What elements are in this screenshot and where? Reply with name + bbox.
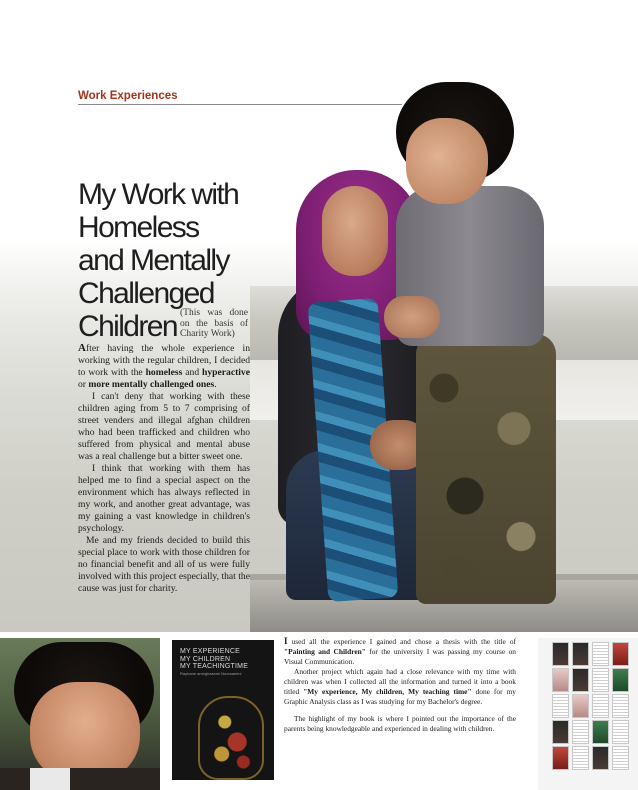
- section-label: Work Experiences: [78, 90, 178, 102]
- page-thumbnail: [612, 642, 629, 666]
- page-thumbnail: [612, 694, 629, 718]
- page-thumbnail: [572, 720, 589, 744]
- title-line: Homeless: [78, 211, 199, 244]
- section-rule: [78, 104, 402, 105]
- body-text-run: or: [78, 379, 89, 390]
- child-face: [30, 682, 140, 782]
- bottom-text-run: done for my Graphic Analysis class as I was studying for my Bachelor's degree.: [284, 687, 516, 706]
- child-coat: [0, 768, 160, 790]
- dropcap: I: [284, 636, 288, 646]
- title-line: and Mentally: [78, 244, 229, 277]
- page-thumbnail: [592, 642, 609, 666]
- title-line: My Work with: [78, 178, 239, 211]
- crying-child-photo: [0, 638, 160, 790]
- page-thumbnail: [592, 746, 609, 770]
- page-thumbnail: [552, 668, 569, 692]
- title-subnote: (This was done on the basis of Charity Work): [180, 308, 248, 339]
- book-cover-author: Rayhane amirghasemi Noorsamini: [180, 671, 242, 676]
- child-collar: [30, 768, 70, 790]
- body-paragraph: Me and my friends decided to build this special place to work with those children for no financial benefit and all of us were fully involved with this project especially, that the cause was just for charity.: [78, 535, 250, 594]
- book-title-line: MY TEACHINGTIME: [180, 663, 249, 671]
- book-cover-artwork: [198, 696, 264, 780]
- bottom-bold-run: "My experience, My children, My teaching time": [303, 687, 472, 696]
- page-thumbnail: [592, 720, 609, 744]
- dropcap: A: [78, 342, 86, 354]
- title-line: Challenged: [78, 277, 214, 310]
- page-thumbnail: [612, 720, 629, 744]
- page-thumbnail: [552, 720, 569, 744]
- boy-camouflage-pants: [416, 334, 556, 604]
- body-text-run: and: [182, 367, 203, 378]
- title-line: Children: [78, 310, 177, 343]
- body-bold-run: hyperactive: [202, 367, 250, 378]
- book-page-thumbnails: [538, 638, 638, 790]
- page-thumbnail: [592, 668, 609, 692]
- book-cover-title: [180, 648, 270, 671]
- page-thumbnail: [572, 694, 589, 718]
- body-text-run: fter having the whole experience in working with the regular children, I decided to work with the: [78, 343, 250, 378]
- page-thumbnail: [612, 668, 629, 692]
- bottom-paragraph: [284, 636, 516, 667]
- bottom-text-run: Another project which again had a close relevance with my time with children was when I collected all the information and turned it into a book titled: [284, 667, 516, 696]
- body-paragraph: I can't deny that working with these children aging from 5 to 7 comprising of street venders and illegal afghan children who had been trafficked and children who suffered from physical and mental abuse was a real challenge but a bitter sweet one.: [78, 391, 250, 462]
- bottom-paragraph: [284, 667, 516, 707]
- page-thumbnail: [572, 746, 589, 770]
- article-body: [78, 342, 250, 595]
- page-thumbnail: [612, 746, 629, 770]
- page-thumbnail: [552, 694, 569, 718]
- woman-face: [322, 186, 388, 276]
- page-thumbnail: [592, 694, 609, 718]
- body-bold-run: more mentally challenged ones: [88, 379, 215, 390]
- boy-hands: [384, 296, 440, 338]
- page-thumbnail: [552, 642, 569, 666]
- page-thumbnail: [572, 642, 589, 666]
- body-paragraph: [78, 342, 250, 391]
- bottom-paragraph: The highlight of my book is where I pointed out the importance of the parents being knowledgeable and experienced in dealing with children.: [284, 714, 516, 733]
- body-paragraph: I think that working with them has helped me to find a special aspect on the environment which has always reflected in my work, and another great advantage, was my gaining a vast knowledge in children's psychology.: [78, 463, 250, 534]
- book-title-line: MY CHILDREN: [180, 655, 231, 663]
- book-title-line: MY EXPERIENCE: [180, 648, 241, 655]
- book-cover: [172, 640, 274, 780]
- page-thumbnail: [552, 746, 569, 770]
- body-bold-run: homeless: [145, 367, 183, 378]
- bottom-article-text: [284, 636, 516, 734]
- bottom-bold-run: "Painting and Children": [284, 647, 366, 656]
- boy-face: [406, 118, 488, 204]
- page-title: [78, 178, 278, 343]
- bottom-text-run: used all the experience I gained and chose a thesis with the title of: [287, 637, 516, 646]
- bottom-text-run: for the university I was passing my course on Visual Communication.: [284, 647, 516, 666]
- body-text-run: .: [214, 379, 217, 390]
- page-thumbnail: [572, 668, 589, 692]
